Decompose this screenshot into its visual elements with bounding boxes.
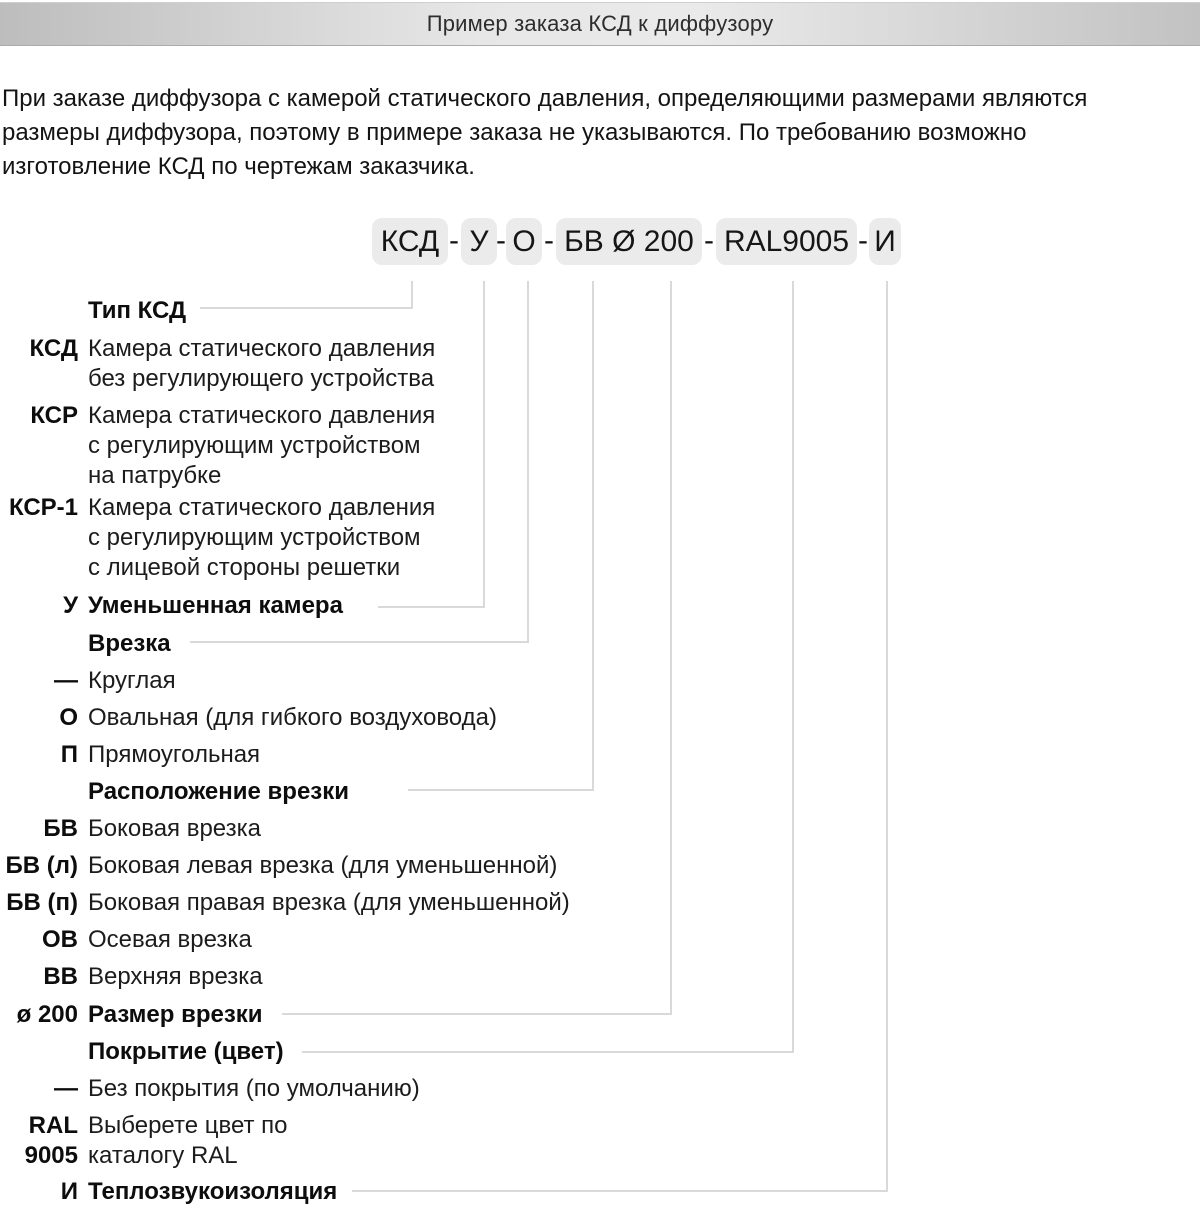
page-title: Пример заказа КСД к диффузору (426, 11, 774, 36)
legend-term: — (54, 1075, 78, 1102)
code-separator: - (544, 224, 554, 257)
code-segment-ksd: КСД (372, 218, 448, 265)
code-separator: - (858, 224, 868, 257)
legend-term: БВ (п) (6, 889, 78, 916)
legend-term: КСР (30, 402, 78, 429)
intro-line: При заказе диффузора с камерой статического давления, определяющими размерами являются (2, 85, 1088, 112)
legend-term: RAL 9005 (24, 1112, 78, 1169)
legend-description: Выберете цвет по каталогу RAL (88, 1112, 288, 1169)
title-bar (0, 2, 1200, 46)
intro-line: изготовление КСД по чертежам заказчика. (2, 153, 475, 180)
legend-description: Боковая врезка (88, 815, 262, 842)
connector-line-i (352, 281, 888, 1192)
legend-description: Без покрытия (по умолчанию) (88, 1075, 420, 1102)
code-separator: - (496, 224, 506, 257)
legend-term: ВВ (43, 963, 78, 990)
legend-description: Круглая (88, 667, 176, 694)
legend-term: О (59, 704, 78, 731)
legend-description: Размер врезки (88, 1001, 263, 1028)
legend-term: ø 200 (16, 1001, 78, 1028)
legend-description: Боковая правая врезка (для уменьшенной) (88, 889, 570, 916)
legend-term: И (60, 1178, 78, 1205)
legend-term: П (60, 741, 78, 768)
legend-description: Камера статического давления без регулирующего устройства (88, 335, 436, 392)
legend-description: Теплозвукоизоляция (88, 1178, 338, 1205)
legend-term: БВ (л) (5, 852, 78, 879)
legend-term: КСР-1 (8, 494, 78, 521)
legend-description: Осевая врезка (88, 926, 252, 953)
code-segment-u: У (461, 218, 497, 265)
legend-description: Прямоугольная (88, 741, 261, 768)
legend-term: БВ (43, 815, 78, 842)
legend-description: Покрытие (цвет) (88, 1038, 284, 1065)
legend-description: Врезка (88, 630, 171, 657)
legend-description: Боковая левая врезка (для уменьшенной) (88, 852, 558, 879)
legend-description: Верхняя врезка (88, 963, 263, 990)
legend-description: Овальная (для гибкого воздуховода) (88, 704, 497, 731)
legend-description: Камера статического давления с регулирующим устройством с лицевой стороны решетки (88, 494, 436, 581)
legend-term: ОВ (42, 926, 78, 953)
code-segment-o: О (506, 218, 542, 265)
intro-paragraph (2, 82, 1087, 184)
code-segment-i: И (869, 218, 901, 265)
code-separator: - (449, 224, 459, 257)
code-segment-bv-d200: БВ Ø 200 (556, 218, 702, 265)
legend-term: — (54, 667, 78, 694)
legend-description: Уменьшенная камера (88, 592, 343, 619)
legend-term: У (63, 592, 78, 619)
legend-description: Расположение врезки (88, 778, 349, 805)
intro-line: размеры диффузора, поэтому в примере заказа не указываются. По требованию возможно (2, 119, 1027, 146)
code-segment-ral9005: RAL9005 (716, 218, 857, 265)
legend-description: Камера статического давления с регулирующим устройством на патрубке (88, 402, 436, 489)
legend-term: КСД (29, 335, 78, 362)
legend-description: Тип КСД (88, 297, 187, 324)
code-separator: - (704, 224, 714, 257)
